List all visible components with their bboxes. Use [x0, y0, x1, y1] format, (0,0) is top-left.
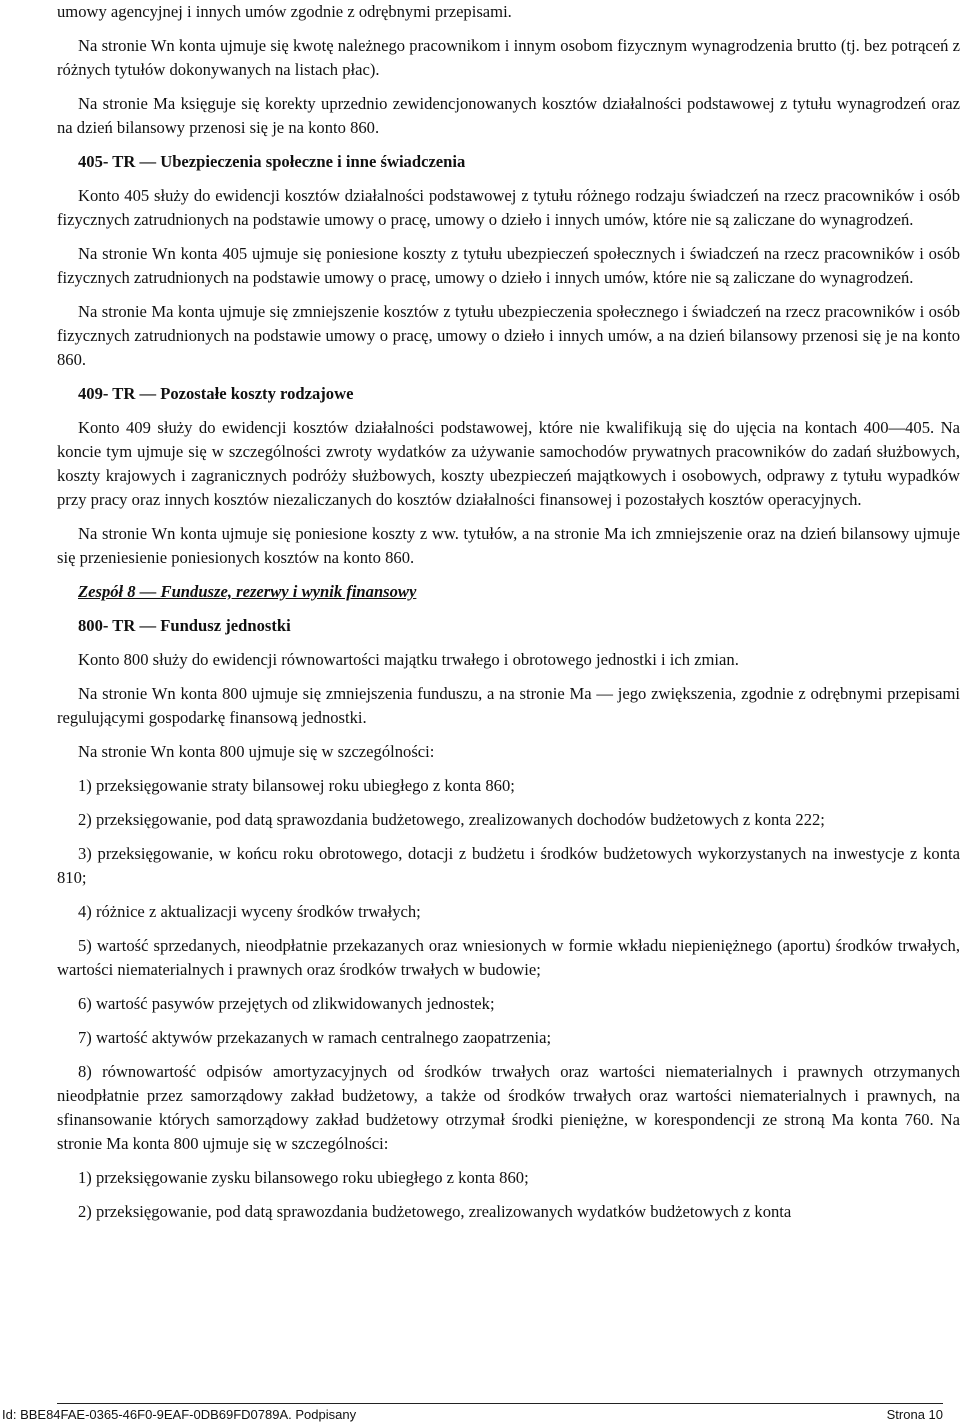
list-item-wn-7: 7) wartość aktywów przekazanych w ramach centralnego zaopatrzenia; — [78, 1028, 552, 1047]
group-heading-zespol-8: Zespół 8 — Fundusze, rezerwy i wynik finansowy — [78, 582, 417, 601]
heading-800: 800- TR — Fundusz jednostki — [78, 616, 291, 635]
paragraph-405-desc: Konto 405 służy do ewidencji kosztów działalności podstawowej z tytułu różnego rodzaju świadczeń na rzecz pracowników i osób fizycznych zatrudnionych na podstawie umowy o pracę, umowy o dzieło i innych umów, które nie są zaliczane do wynagrodzeń. — [57, 186, 960, 229]
footer-page-number: Strona 10 — [886, 1407, 943, 1422]
list-item-wn-3: 3) przeksięgowanie, w końcu roku obrotowego, dotacji z budżetu i środków budżetowych wykorzystanych na inwestycje z konta 810; — [57, 844, 960, 887]
list-item-wn-5: 5) wartość sprzedanych, nieodpłatnie przekazanych oraz wniesionych w formie wkładu niepieniężnego (aportu) środków trwałych, wartości niematerialnych i prawnych oraz środków trwałych w budowie; — [57, 936, 960, 979]
paragraph-800-wn-intro: Na stronie Wn konta 800 ujmuje się w szczególności: — [78, 742, 435, 761]
list-item-wn-4: 4) różnice z aktualizacji wyceny środków trwałych; — [78, 902, 421, 921]
list-item-wn-2: 2) przeksięgowanie, pod datą sprawozdania budżetowego, zrealizowanych dochodów budżetowych z konta 222; — [78, 810, 825, 829]
paragraph-continuation: umowy agencyjnej i innych umów zgodnie z odrębnymi przepisami. — [57, 2, 512, 21]
list-item-wn-1: 1) przeksięgowanie straty bilansowej roku ubiegłego z konta 860; — [78, 776, 515, 795]
paragraph-800-desc: Konto 800 służy do ewidencji równowartości majątku trwałego i obrotowego jednostki i ich zmian. — [78, 650, 739, 669]
paragraph-wn-404: Na stronie Wn konta ujmuje się kwotę należnego pracownikom i innym osobom fizycznym wynagrodzenia brutto (tj. bez potrąceń z różnych tytułów dokonywanych na listach płac). — [57, 36, 960, 79]
paragraph-405-wn: Na stronie Wn konta 405 ujmuje się poniesione koszty z tytułu ubezpieczeń społecznych i świadczeń na rzecz pracowników i osób fizycznych zatrudnionych na podstawie umowy o pracę, umowy o dzieło i innych umów, które nie są zaliczane do wynagrodzeń. — [57, 244, 960, 287]
paragraph-409-desc: Konto 409 służy do ewidencji kosztów działalności podstawowej, które nie kwalifikują się do ujęcia na kontach 400—405. Na koncie tym ujmuje się w szczególności zwroty wydatków za używanie samochodów prywatnych pracowników do zadań służbowych, koszty krajowych i zagranicznych podróży służbowych, koszty ubezpieczeń majątkowych i osobowych, odprawy z tytułu wypadków przy pracy oraz innych kosztów niezaliczanych do kosztów działalności finansowej i pozostałych kosztów operacyjnych. — [57, 418, 960, 509]
list-item-wn-8: 8) równowartość odpisów amortyzacyjnych od środków trwałych oraz wartości niematerialnych i prawnych otrzymanych nieodpłatnie przez samorządowy zakład budżetowy, a także od środków trwałych oraz wartości niematerialnych i prawnych, na sfinansowanie których samorządowy zakład budżetowy otrzymał środki pieniężne, w korespondencji ze stroną Ma konta 760. Na stronie Ma konta 800 ujmuje się w szczególności: — [57, 1062, 960, 1153]
paragraph-405-ma: Na stronie Ma konta ujmuje się zmniejszenie kosztów z tytułu ubezpieczenia społecznego i świadczeń na rzecz pracowników i osób fizycznych zatrudnionych na podstawie umowy o pracę, umowy o dzieło i innych umów, a na dzień bilansowy przenosi się je na konto 860. — [57, 302, 960, 369]
paragraph-409-wn-ma: Na stronie Wn konta ujmuje się poniesione koszty z ww. tytułów, a na stronie Ma ich zmniejszenie oraz na dzień bilansowy ujmuje się przeniesienie poniesionych kosztów na konto 860. — [57, 524, 960, 567]
paragraph-800-wn-ma: Na stronie Wn konta 800 ujmuje się zmniejszenia funduszu, a na stronie Ma — jego zwiększenia, zgodnie z odrębnymi przepisami regulującymi gospodarkę finansową jednostki. — [57, 684, 960, 727]
footer-document-id: Id: BBE84FAE-0365-46F0-9EAF-0DB69FD0789A. Podpisany — [2, 1407, 357, 1422]
page-footer — [2, 1406, 943, 1424]
paragraph-ma-404: Na stronie Ma księguje się korekty uprzednio zewidencjonowanych kosztów działalności podstawowej z tytułu wynagrodzeń oraz na dzień bilansowy przenosi się je na konto 860. — [57, 94, 960, 137]
heading-409: 409- TR — Pozostałe koszty rodzajowe — [78, 384, 354, 403]
document-body — [57, 0, 960, 1234]
heading-405: 405- TR — Ubezpieczenia społeczne i inne świadczenia — [78, 152, 466, 171]
list-item-wn-6: 6) wartość pasywów przejętych od zlikwidowanych jednostek; — [78, 994, 495, 1013]
footer-divider — [57, 1403, 943, 1404]
list-item-ma-2: 2) przeksięgowanie, pod datą sprawozdania budżetowego, zrealizowanych wydatków budżetowych z konta — [78, 1202, 792, 1221]
list-item-ma-1: 1) przeksięgowanie zysku bilansowego roku ubiegłego z konta 860; — [78, 1168, 529, 1187]
